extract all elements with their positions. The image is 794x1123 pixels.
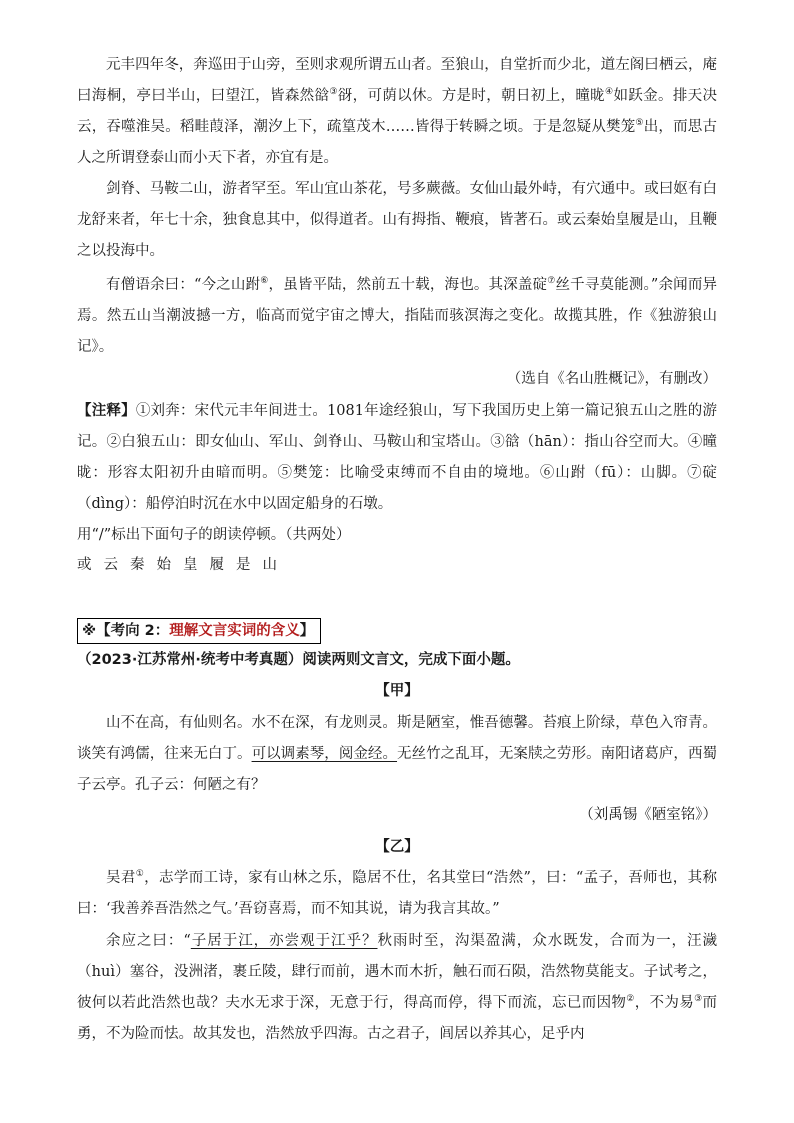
task-intro: （2023·江苏常州·统考中考真题）阅读两则文言文，完成下面小题。 [77, 652, 520, 668]
passage1-paragraph-2: 剑脊、马鞍二山，游者罕至。军山宜山茶花，号多蕨薇。女仙山最外峙，有穴通中。或曰妪有白龙舒来者，年七十余，独食息其中，似得道者。山有拇指、鞭痕，皆著石。或云秦始皇履是山，且鞭之以投海中。 [77, 181, 717, 259]
passage1-notes: 【注释】①刘奔：宋代元丰年间进士。1081年途经狼山，写下我国历史上第一篇记狼五山之胜的游记。②白狼五山：即女仙山、军山、剑脊山、马鞍山和宝塔山。③谽（hān）：指山谷空而大。④曈昽：形容太阳初升由暗而明。⑤樊笼：比喻受束缚而不自由的境地。⑥山跗（fū）：山脚。⑦碇（dìng）：船停泊时沉在水中以固定船身的石墩。 [77, 403, 717, 512]
footnote-marker: ④ [605, 87, 614, 98]
passage1-paragraph-3: 有僧语余曰：“今之山跗⑥，虽皆平陆，然前五十载，海也。其深盖碇⑦丝千寻莫能测。”余闻而异焉。然五山当潮波撼一方，临高而觉宇宙之博大，指陆而骇溟海之变化。故揽其胜，作《独游狼山记》。 [77, 276, 718, 355]
yi-paragraph-1: 吴君①，志学而工诗，家有山林之乐，隐居不仕，名其堂曰“浩然”，曰：“孟子，吾师也，其称曰：‘我善养吾浩然之气。’吾窃喜焉，而不知其说，请为我言其故。” [77, 869, 717, 917]
passage1-source: （选自《名山胜概记》，有删改） [506, 371, 717, 387]
footnote-marker: ⑦ [547, 276, 556, 287]
question-sentence: 或云秦始皇履是山 [77, 557, 289, 573]
notes-label: 【注释】 [77, 403, 136, 419]
section-banner-title: 理解文言实词的含义 [169, 623, 300, 639]
jia-heading: 【甲】 [375, 683, 419, 699]
yi-paragraph-2: 余应之曰：“子居于江，亦尝观于江乎？秋雨时至，沟渠盈满，众水既发，合而为一，汪濊（huì）塞谷，没洲渚，裹丘陵，肆行而前，遇木而木折，触石而石陨，浩然物莫能支。子试考之，彼何以若此浩然也哉？夫水无求于深，无意于行，得高而停，得下而流，忘已而因物②，不为易③而勇，不为险而怯。故其发也，浩然放乎四海。古之君子，闾居以养其心，足乎内 [77, 933, 718, 1042]
footnote-marker: ② [626, 994, 635, 1005]
footnote-marker: ⑤ [635, 118, 644, 129]
jia-source: （刘禹锡《陋室铭》） [579, 807, 717, 823]
footnote-marker: ③ [329, 87, 338, 98]
jia-underlined-sentence: 可以调素琴，阅金经。 [251, 746, 398, 762]
section-banner: ※【考向 2：理解文言实词的含义】 [77, 618, 321, 644]
passage1-paragraph-1: 元丰四年冬，奔巡田于山旁，至则求观所谓五山者。至狼山，自堂折而少北，道左阁曰栖云，庵曰海桐，亭曰半山，曰望江，皆森然谽③谺，可荫以休。方是时，朝日初上，曈昽④如跃金。排天决云，吞噬淮吴。稻畦葭泽，潮汐上下，疏篁茂木……皆得于转瞬之顷。于是忽疑从樊笼⑤出，而思古人之所谓登泰山而小天下者，亦宜有是。 [77, 57, 718, 166]
footnote-marker: ① [135, 869, 145, 880]
jia-text: 山不在高，有仙则名。水不在深，有龙则灵。斯是陋室，惟吾德馨。苔痕上阶绿，草色入帘青。谈笑有鸿儒，往来无白丁。可以调素琴，阅金经。无丝竹之乱耳，无案牍之劳形。南阳诸葛庐，西蜀子云亭。孔子云：何陋之有？ [77, 715, 718, 793]
yi-heading: 【乙】 [375, 839, 419, 855]
footnote-marker: ③ [694, 994, 703, 1005]
footnote-marker: ⑥ [260, 276, 269, 287]
yi-underlined-sentence: 子居于江，亦尝观于江乎？ [190, 933, 378, 949]
question-prompt: 用“/”标出下面句子的朗读停顿。（共两处） [77, 527, 351, 543]
